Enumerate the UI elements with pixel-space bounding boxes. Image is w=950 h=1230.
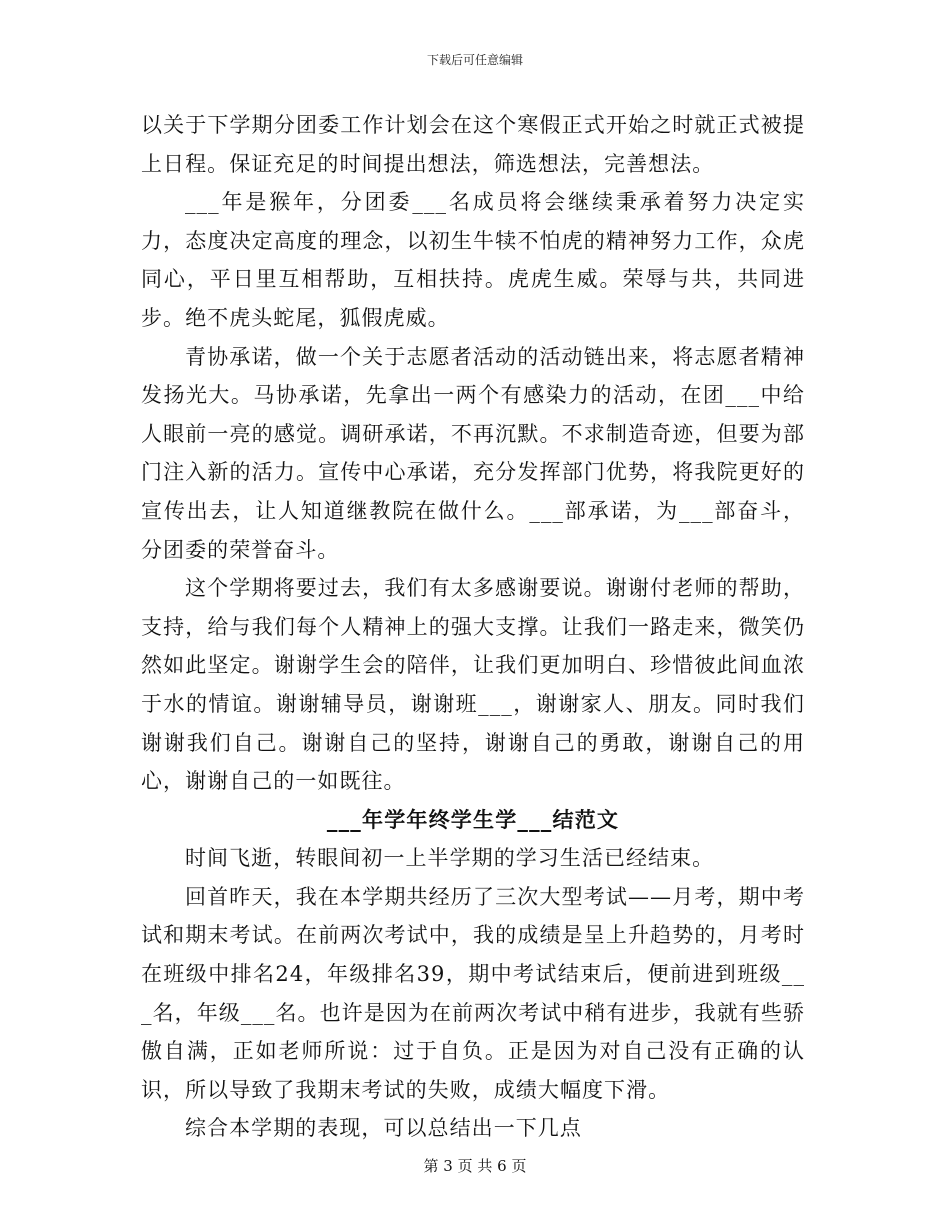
paragraph-summary-intro: 综合本学期的表现，可以总结出一下几点	[185, 1116, 582, 1141]
paragraph-exam-review: 回首昨天，我在本学期共经历了三次大型考试——月考，期中考试和期末考试。在前两次考试中，我的成绩是呈上升趋势的，月考时在班级中排名24，年级排名39，期中考试结束后，便前进到班级___名，年级___名。也许是因为在前两次考试中稍有进步，我就有些骄傲自满，正如老师所说：过于自负。正是因为对自己没有正确的认识，所以导致了我期末考试的失败，成绩大幅度下滑。	[141, 884, 805, 1102]
paragraph-continuation: 以关于下学期分团委工作计划会在这个寒假正式开始之时就正式被提上日程。保证充足的时间提出想法，筛选想法，完善想法。	[141, 113, 805, 176]
document-body	[141, 106, 805, 1148]
paragraph-department-pledges: 青协承诺，做一个关于志愿者活动的活动链出来，将志愿者精神发扬光大。马协承诺，先拿出一两个有感染力的活动，在团___中给人眼前一亮的感觉。调研承诺，不再沉默。不求制造奇迹，但要为部门注入新的活力。宣传中心承诺，充分发挥部门优势，将我院更好的宣传出去，让人知道继教院在做什么。___部承诺，为___部奋斗，分团委的荣誉奋斗。	[141, 344, 805, 562]
paragraph-monkey-year: ___年是猴年，分团委___名成员将会继续秉承着努力决定实力，态度决定高度的理念，以初生牛犊不怕虎的精神努力工作，众虎同心，平日里互相帮助，互相扶持。虎虎生威。荣辱与共，共同进步。绝不虎头蛇尾，狐假虎威。	[141, 190, 805, 330]
section-title: ___年学年终学生学___结范文	[326, 806, 620, 832]
page-number: 第 3 页 共 6 页	[423, 1157, 527, 1175]
page-header: 下载后可任意编辑	[426, 53, 523, 67]
paragraph-thanks: 这个学期将要过去，我们有太多感谢要说。谢谢付老师的帮助，支持，给与我们每个人精神上的强大支撑。让我们一路走来，微笑仍然如此坚定。谢谢学生会的陪伴，让我们更加明白、珍惜彼此间血浓于水的情谊。谢谢辅导员，谢谢班___，谢谢家人、朋友。同时我们谢谢我们自己。谢谢自己的坚持，谢谢自己的勇敢，谢谢自己的用心，谢谢自己的一如既往。	[141, 576, 805, 794]
paragraph-time-flies: 时间飞逝，转眼间初一上半学期的学习生活已经结束。	[185, 846, 715, 871]
